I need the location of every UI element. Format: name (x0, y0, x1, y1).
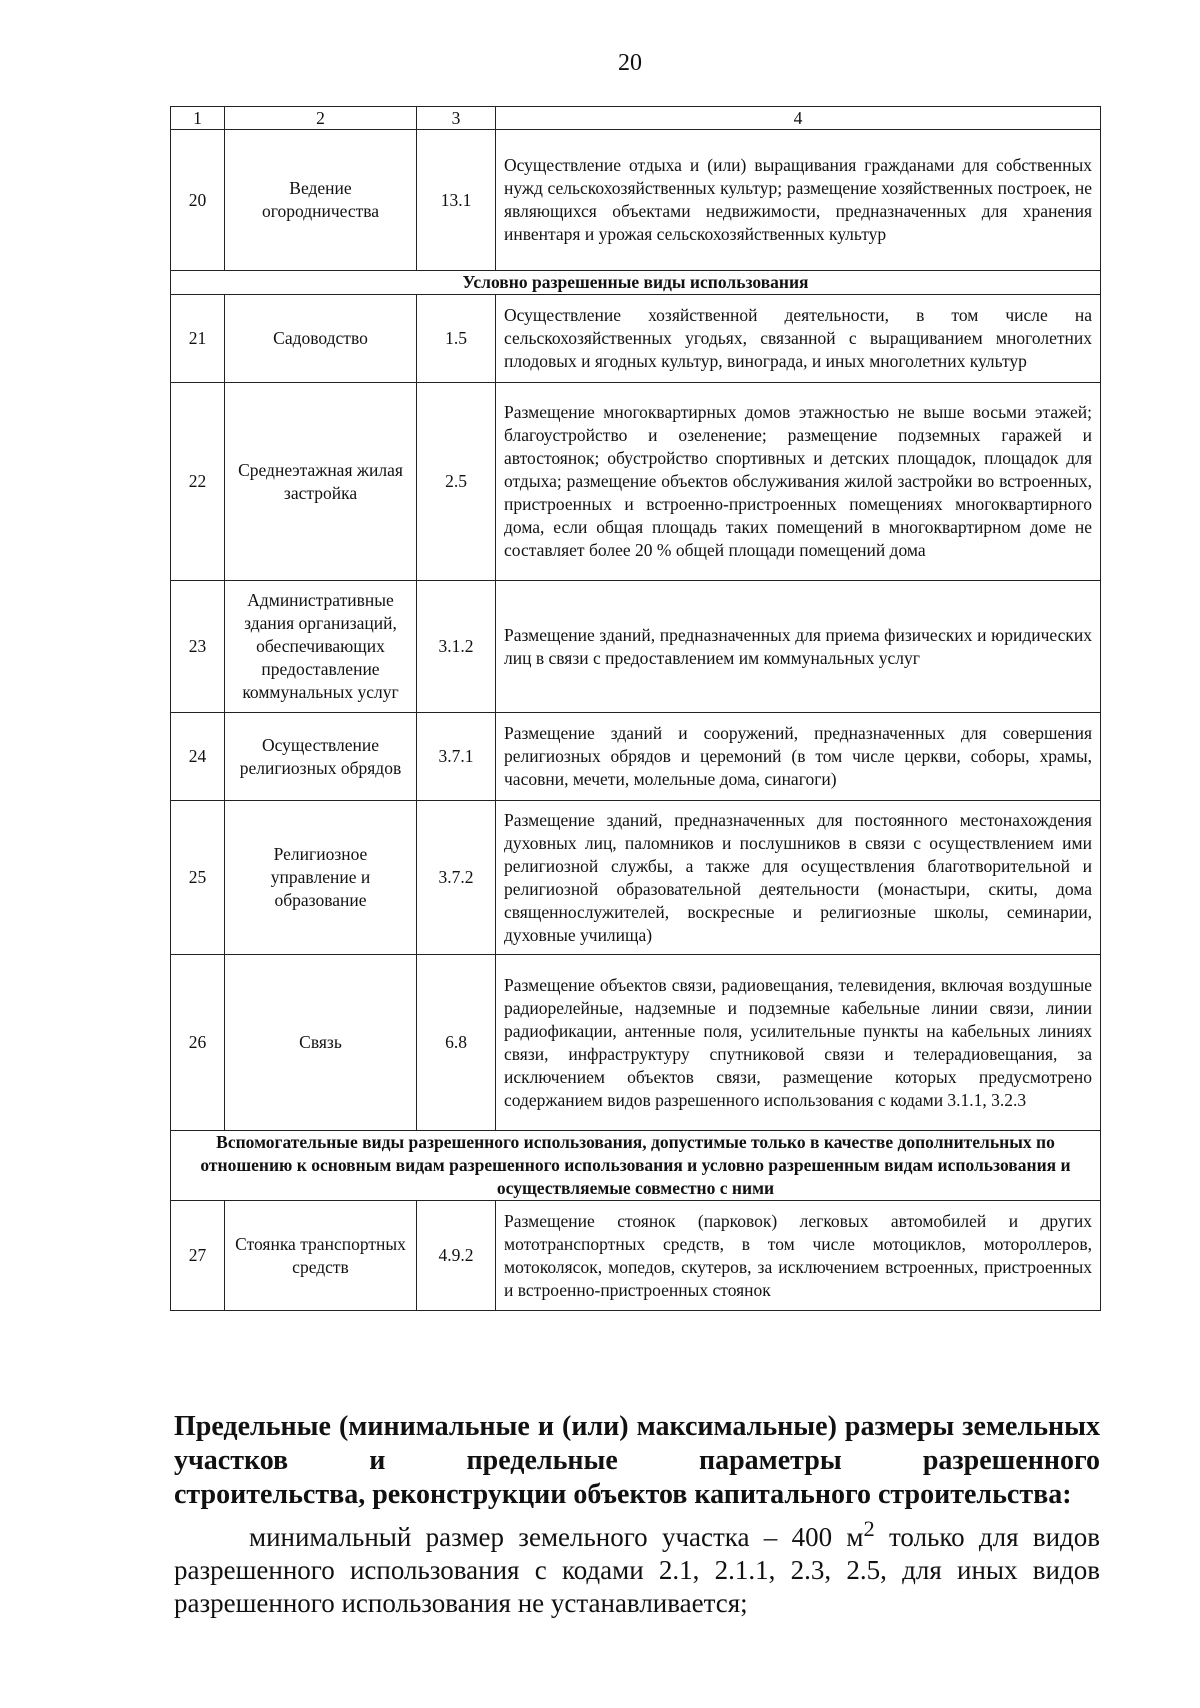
section-title: Вспомогательные виды разрешенного использования, допустимые только в качестве дополнительных по отношению к основным видам разрешенного использования и условно разрешенным видам использования и осуществляемые совместно с ними (171, 1131, 1101, 1201)
table-row (171, 295, 1101, 383)
use-name: Административные здания организаций, обеспечивающих предоставление коммунальных услуг (225, 581, 417, 713)
header-cell: 4 (496, 107, 1101, 130)
use-name: Садоводство (225, 295, 417, 383)
use-description: Размещение стоянок (парковок) легковых автомобилей и других мототранспортных средств, в том числе мотоциклов, мотороллеров, мотоколясок, мопедов, скутеров, за исключением встроенных, пристроенных и встроенно-пристроенных стоянок (496, 1201, 1101, 1311)
row-number: 22 (171, 383, 225, 581)
use-code: 3.1.2 (417, 581, 496, 713)
table-header-row (171, 107, 1101, 130)
header-cell: 2 (225, 107, 417, 130)
use-code: 2.5 (417, 383, 496, 581)
row-number: 25 (171, 801, 225, 955)
use-name: Осуществление религиозных обрядов (225, 713, 417, 801)
use-code: 1.5 (417, 295, 496, 383)
section-row (171, 271, 1101, 295)
table-body (171, 107, 1101, 1311)
heading-last-line: строительства, реконструкции объектов капитального строительства: (174, 1479, 1072, 1510)
page-number: 20 (618, 50, 642, 76)
use-name: Связь (225, 955, 417, 1131)
use-code: 13.1 (417, 130, 496, 271)
row-number: 23 (171, 581, 225, 713)
section-row (171, 1131, 1101, 1201)
use-description: Размещение многоквартирных домов этажностью не выше восьми этажей; благоустройство и озеленение; размещение подземных гаражей и автостоянок; обустройство спортивных и детских площадок, площадок для отдыха; размещение объектов обслуживания жилой застройки во встроенных, пристроенных и встроенно-пристроенных помещениях многоквартирного дома, если общая площадь таких помещений в многоквартирном доме не составляет более 20 % общей площади помещений дома (496, 383, 1101, 581)
table-row (171, 801, 1101, 955)
header-cell: 3 (417, 107, 496, 130)
row-number: 26 (171, 955, 225, 1131)
use-code: 3.7.2 (417, 801, 496, 955)
use-description: Размещение зданий и сооружений, предназначенных для совершения религиозных обрядов и церемоний (в том числе церкви, соборы, храмы, часовни, мечети, молельные дома, синагоги) (496, 713, 1101, 801)
land-use-table (170, 106, 1101, 1311)
para-before: минимальный размер земельного участка – 400 м (249, 1522, 864, 1552)
row-number: 21 (171, 295, 225, 383)
use-name: Ведение огородничества (225, 130, 417, 271)
use-description: Осуществление отдыха и (или) выращивания гражданами для собственных нужд сельскохозяйственных культур; размещение хозяйственных построек, не являющихся объектами недвижимости, предназначенных для хранения инвентаря и урожая сельскохозяйственных культур (496, 130, 1101, 271)
table-row (171, 955, 1101, 1131)
section-title: Условно разрешенные виды использования (171, 271, 1101, 295)
table-row (171, 130, 1101, 271)
use-description: Размещение зданий, предназначенных для приема физических и юридических лиц в связи с предоставлением им коммунальных услуг (496, 581, 1101, 713)
row-number: 20 (171, 130, 225, 271)
table-row (171, 713, 1101, 801)
table-row (171, 383, 1101, 581)
use-code: 4.9.2 (417, 1201, 496, 1311)
use-name: Среднеэтажная жилая застройка (225, 383, 417, 581)
bottom-text (174, 1410, 1100, 1620)
para-after: только для видов разрешенного использования с кодами 2.1, 2.1.1, 2.3, 2.5, для иных видов разрешенного использования не устанавливается; (174, 1522, 1101, 1618)
row-number: 27 (171, 1201, 225, 1311)
use-name: Религиозное управление и образование (225, 801, 417, 955)
min-size-paragraph (174, 1512, 1100, 1620)
table-row (171, 1201, 1101, 1311)
use-description: Размещение зданий, предназначенных для постоянного местонахождения духовных лиц, паломников и послушников в связи с осуществлением ими религиозной службы, а также для осуществления благотворительной и религиозной образовательной деятельности (монастыри, скиты, дома священнослужителей, воскресные и религиозные школы, семинарии, духовные училища) (496, 801, 1101, 955)
heading-text: Предельные (минимальные и (или) максимальные) размеры земельных участков и предельные параметры разрешенного (174, 1411, 1100, 1476)
use-code: 6.8 (417, 955, 496, 1131)
para-sup: 2 (863, 1516, 875, 1541)
section-heading (174, 1410, 1100, 1512)
row-number: 24 (171, 713, 225, 801)
table-row (171, 581, 1101, 713)
header-cell: 1 (171, 107, 225, 130)
use-code: 3.7.1 (417, 713, 496, 801)
use-description: Размещение объектов связи, радиовещания, телевидения, включая воздушные радиорелейные, надземные и подземные кабельные линии связи, линии радиофикации, антенные поля, усилительные пункты на кабельных линиях связи, инфраструктуру спутниковой связи и телерадиовещания, за исключением объектов связи, размещение которых предусмотрено содержанием видов разрешенного использования с кодами 3.1.1, 3.2.3 (496, 955, 1101, 1131)
use-name: Стоянка транспортных средств (225, 1201, 417, 1311)
use-description: Осуществление хозяйственной деятельности, в том числе на сельскохозяйственных угодьях, связанной с выращиванием многолетних плодовых и ягодных культур, винограда, и иных многолетних культур (496, 295, 1101, 383)
